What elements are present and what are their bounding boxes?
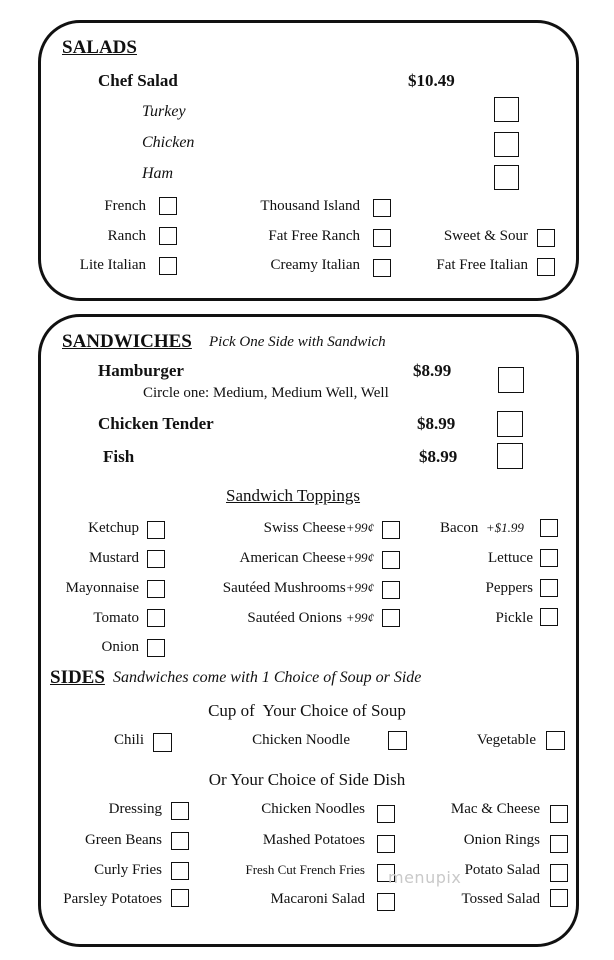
soup-heading: Cup of Your Choice of Soup xyxy=(208,701,406,720)
dressing-ranch-checkbox[interactable] xyxy=(159,227,177,245)
side-mashed-potatoes-label: Mashed Potatoes xyxy=(262,832,365,848)
sandwiches-sides-panel xyxy=(38,314,579,947)
dressing-ranch-label: Ranch xyxy=(107,228,146,244)
topping-peppers-checkbox[interactable] xyxy=(540,579,558,597)
hamburger-price: $8.99 xyxy=(413,361,452,380)
topping-onion-label: Onion xyxy=(101,639,139,655)
topping-onion-checkbox[interactable] xyxy=(147,639,165,657)
topping-sauteed-mushrooms-price: +99¢ xyxy=(345,580,374,595)
side-tossed-salad-checkbox[interactable] xyxy=(550,889,568,907)
meat-turkey-label: Turkey xyxy=(142,103,186,120)
fish-checkbox[interactable] xyxy=(497,443,523,469)
side-mashed-potatoes-checkbox[interactable] xyxy=(377,835,395,853)
fish-name: Fish xyxy=(103,447,135,466)
side-green-beans-label: Green Beans xyxy=(84,832,162,848)
side-mac-cheese-checkbox[interactable] xyxy=(550,805,568,823)
side-dish-heading: Or Your Choice of Side Dish xyxy=(208,770,406,789)
sides-subtitle: Sandwiches come with 1 Choice of Soup or Side xyxy=(113,669,422,686)
topping-ketchup-checkbox[interactable] xyxy=(147,521,165,539)
hamburger-note: Circle one: Medium, Medium Well, Well xyxy=(143,385,389,401)
soup-chili-checkbox[interactable] xyxy=(153,733,172,752)
topping-lettuce-label: Lettuce xyxy=(488,550,533,566)
soup-chili-label: Chili xyxy=(113,732,144,748)
hamburger-name: Hamburger xyxy=(98,361,184,380)
topping-american-cheese-price: +99¢ xyxy=(345,550,374,565)
dressing-fat-free-ranch-label: Fat Free Ranch xyxy=(268,228,360,244)
chef-salad-price: $10.49 xyxy=(408,71,455,90)
side-dressing-label: Dressing xyxy=(108,801,162,817)
soup-chicken-noodle-label: Chicken Noodle xyxy=(252,732,350,748)
chicken-tender-price: $8.99 xyxy=(417,414,456,433)
topping-bacon-name: Bacon xyxy=(440,520,479,536)
topping-bacon-checkbox[interactable] xyxy=(540,519,558,537)
side-parsley-potatoes-label: Parsley Potatoes xyxy=(63,891,162,907)
topping-american-cheese-label xyxy=(240,551,374,566)
topping-lettuce-checkbox[interactable] xyxy=(540,549,558,567)
soup-chicken-noodle-checkbox[interactable] xyxy=(388,731,407,750)
side-curly-fries-checkbox[interactable] xyxy=(171,862,189,880)
dressing-fat-free-ranch-checkbox[interactable] xyxy=(373,229,391,247)
meat-chicken-label: Chicken xyxy=(142,134,195,151)
side-chicken-noodles-label: Chicken Noodles xyxy=(261,801,365,817)
dressing-sweet-sour-label: Sweet & Sour xyxy=(443,228,528,244)
dressing-creamy-italian-checkbox[interactable] xyxy=(373,259,391,277)
dressing-sweet-sour-checkbox[interactable] xyxy=(537,229,555,247)
meat-ham-checkbox[interactable] xyxy=(494,165,519,190)
meat-ham-label: Ham xyxy=(142,165,174,182)
topping-mustard-label: Mustard xyxy=(89,550,139,566)
dressing-thousand-island-label: Thousand Island xyxy=(260,198,360,214)
side-french-fries-label: Fresh Cut French Fries xyxy=(245,862,365,877)
side-onion-rings-checkbox[interactable] xyxy=(550,835,568,853)
soup-vegetable-label: Vegetable xyxy=(476,732,536,748)
side-macaroni-salad-label: Macaroni Salad xyxy=(270,891,365,907)
chicken-tender-checkbox[interactable] xyxy=(497,411,523,437)
topping-sauteed-onions-name: Sautéed Onions xyxy=(247,610,342,626)
dressing-lite-italian-checkbox[interactable] xyxy=(159,257,177,275)
soup-vegetable-checkbox[interactable] xyxy=(546,731,565,750)
topping-tomato-checkbox[interactable] xyxy=(147,609,165,627)
dressing-fat-free-italian-checkbox[interactable] xyxy=(537,258,555,276)
side-potato-salad-label: Potato Salad xyxy=(464,862,540,878)
topping-peppers-label: Peppers xyxy=(485,580,533,596)
topping-sauteed-mushrooms-name: Sautéed Mushrooms xyxy=(222,580,346,596)
meat-turkey-checkbox[interactable] xyxy=(494,97,519,122)
fish-price: $8.99 xyxy=(419,447,458,466)
dressing-french-label: French xyxy=(104,198,146,214)
dressing-french-checkbox[interactable] xyxy=(159,197,177,215)
topping-sauteed-onions-checkbox[interactable] xyxy=(382,609,400,627)
topping-swiss-cheese-checkbox[interactable] xyxy=(382,521,400,539)
side-green-beans-checkbox[interactable] xyxy=(171,832,189,850)
topping-sauteed-onions-price: +99¢ xyxy=(345,610,374,625)
topping-pickle-label: Pickle xyxy=(495,610,533,626)
dressing-creamy-italian-label: Creamy Italian xyxy=(270,257,360,273)
topping-mustard-checkbox[interactable] xyxy=(147,550,165,568)
topping-bacon-label xyxy=(440,521,524,536)
side-parsley-potatoes-checkbox[interactable] xyxy=(171,889,189,907)
watermark: menupix xyxy=(388,868,462,887)
topping-swiss-cheese-label xyxy=(264,521,374,536)
side-potato-salad-checkbox[interactable] xyxy=(550,864,568,882)
topping-american-cheese-name: American Cheese xyxy=(239,550,346,566)
topping-swiss-cheese-name: Swiss Cheese xyxy=(263,520,346,536)
topping-american-cheese-checkbox[interactable] xyxy=(382,551,400,569)
topping-sauteed-mushrooms-checkbox[interactable] xyxy=(382,581,400,599)
dressing-fat-free-italian-label: Fat Free Italian xyxy=(436,257,528,273)
topping-ketchup-label: Ketchup xyxy=(88,520,139,536)
topping-sauteed-onions-label xyxy=(247,611,374,626)
sides-heading: SIDES xyxy=(50,667,105,688)
topping-pickle-checkbox[interactable] xyxy=(540,608,558,626)
topping-tomato-label: Tomato xyxy=(93,610,139,626)
side-macaroni-salad-checkbox[interactable] xyxy=(377,893,395,911)
chef-salad-name: Chef Salad xyxy=(98,71,178,90)
side-curly-fries-label: Curly Fries xyxy=(94,862,162,878)
side-tossed-salad-label: Tossed Salad xyxy=(461,891,540,907)
salads-heading: SALADS xyxy=(62,37,137,58)
topping-bacon-price: +$1.99 xyxy=(485,520,524,535)
side-chicken-noodles-checkbox[interactable] xyxy=(377,805,395,823)
hamburger-checkbox[interactable] xyxy=(498,367,524,393)
side-mac-cheese-label: Mac & Cheese xyxy=(450,801,540,817)
meat-chicken-checkbox[interactable] xyxy=(494,132,519,157)
side-onion-rings-label: Onion Rings xyxy=(463,832,540,848)
sandwiches-subtitle: Pick One Side with Sandwich xyxy=(209,334,386,350)
dressing-thousand-island-checkbox[interactable] xyxy=(373,199,391,217)
topping-mayonnaise-checkbox[interactable] xyxy=(147,580,165,598)
sandwiches-heading: SANDWICHES xyxy=(62,331,192,352)
side-dressing-checkbox[interactable] xyxy=(171,802,189,820)
sandwich-toppings-heading: Sandwich Toppings xyxy=(226,486,361,505)
topping-swiss-cheese-price: +99¢ xyxy=(345,520,374,535)
dressing-lite-italian-label: Lite Italian xyxy=(79,257,146,273)
topping-sauteed-mushrooms-label xyxy=(223,581,374,596)
chicken-tender-name: Chicken Tender xyxy=(98,414,214,433)
topping-mayonnaise-label: Mayonnaise xyxy=(65,580,139,596)
